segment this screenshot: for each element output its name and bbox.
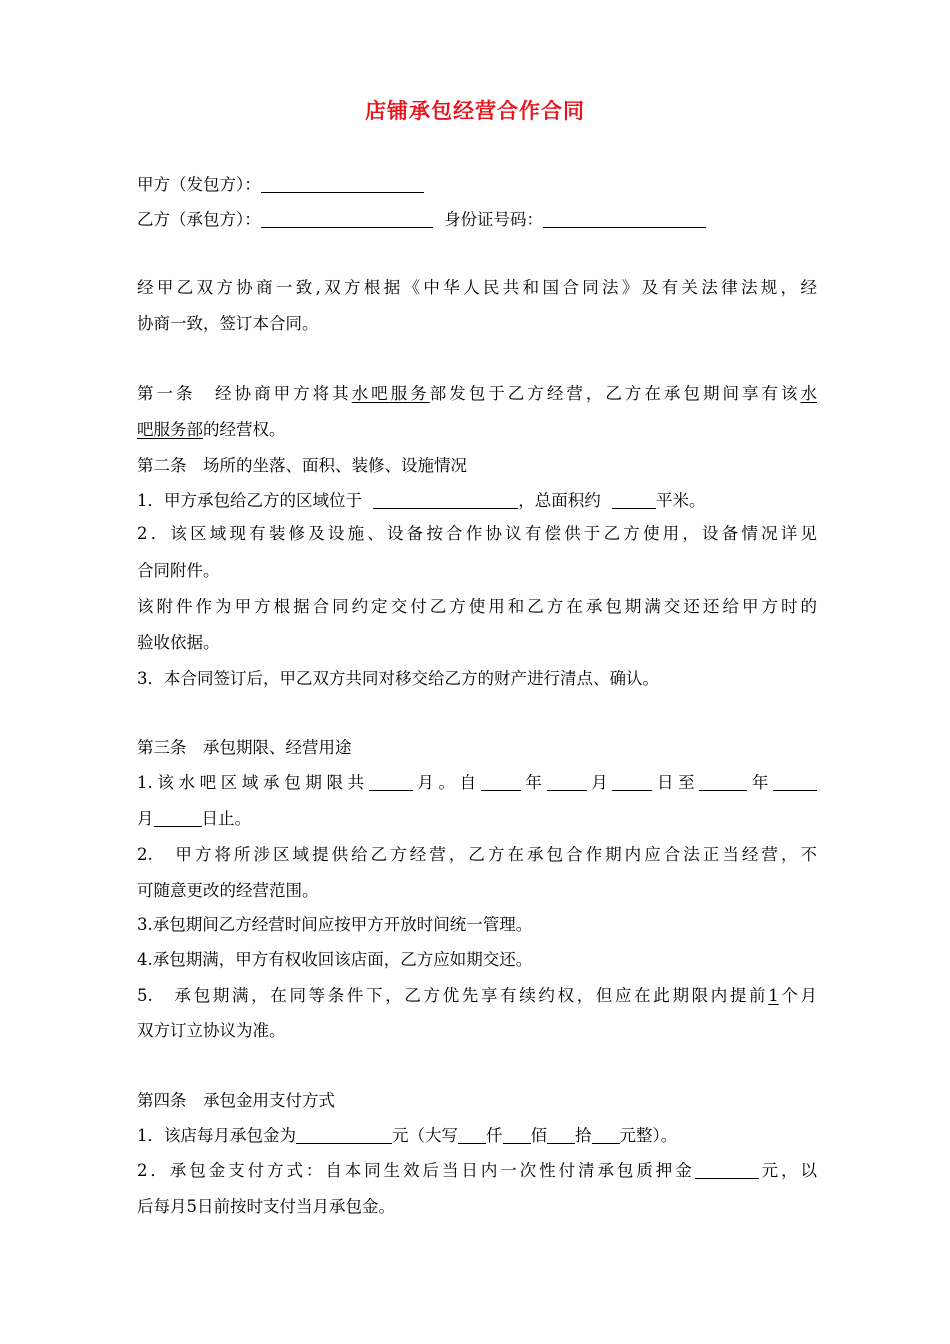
article-1-suffix: 的经营权。 <box>203 420 286 439</box>
end-year-blank[interactable] <box>699 772 747 791</box>
article-3-item-5-line-2: 双方订立协议为准。 <box>137 1021 286 1040</box>
article-4-item-2-line-2: 后每月5日前按时支付当月承包金。 <box>137 1197 395 1216</box>
article-2-item-3: 3．本合同签订后，甲乙双方共同对移交给乙方的财产进行清点、确认。 <box>137 669 659 688</box>
term-end-month-label: 月 <box>137 809 154 828</box>
renewal-months: 1 <box>768 986 779 1005</box>
article-2-item-1-suffix: 平米。 <box>656 491 706 510</box>
article-1-term2-start: 水 <box>800 384 817 403</box>
fee-thousands-label: 仟 <box>486 1126 503 1145</box>
fee-hundreds-label: 佰 <box>530 1126 547 1145</box>
fee-suffix: 元整）。 <box>619 1126 678 1145</box>
article-3-item-2-line-2: 可随意更改的经营范围。 <box>137 881 319 900</box>
article-2-note-line-2: 验收依据。 <box>137 633 220 652</box>
party-a-blank[interactable] <box>261 174 424 193</box>
article-2-item-1 <box>137 489 817 513</box>
term-prefix: 1.该水吧区域承包期限共 <box>137 773 369 792</box>
article-3-item-2-line-1: 2. 甲方将所涉区域提供给乙方经营，乙方在承包合作期内应合法正当经营，不 <box>137 845 817 864</box>
article-2-heading: 第二条 场所的坐落、面积、装修、设施情况 <box>137 456 467 475</box>
id-label: 身份证号码： <box>444 210 543 229</box>
fee-tens-label: 拾 <box>575 1126 592 1145</box>
article-3-item-5-line-1 <box>137 984 817 1008</box>
term-end: 日止。 <box>201 809 251 828</box>
renewal-suffix: 个月 <box>778 986 817 1005</box>
party-a-label: 甲方（发包方）： <box>137 175 261 194</box>
fee-thousands-blank[interactable] <box>458 1125 486 1144</box>
article-4-heading: 第四条 承包金用支付方式 <box>137 1091 335 1110</box>
article-1-line-2 <box>137 418 817 442</box>
start-day-blank[interactable] <box>612 772 652 791</box>
fee-tens-blank[interactable] <box>547 1125 575 1144</box>
location-blank[interactable] <box>373 490 518 509</box>
payment-suffix: 元，以 <box>758 1161 817 1180</box>
article-2-item-2-line-1: 2．该区域现有装修及设施、设备按合作协议有偿供于乙方使用，设备情况详见 <box>137 524 817 543</box>
fee-hundreds-blank[interactable] <box>503 1125 531 1144</box>
article-3-item-4: 4.承包期满，甲方有权收回该店面，乙方应如期交还。 <box>137 950 533 969</box>
document-title: 店铺承包经营合作合同 <box>365 99 585 123</box>
deposit-blank[interactable] <box>695 1160 759 1179</box>
end-month-blank[interactable] <box>773 772 817 791</box>
start-year-blank[interactable] <box>481 772 521 791</box>
article-1-term2-end: 吧服务部 <box>137 420 203 439</box>
article-4-item-2-line-1 <box>137 1159 817 1183</box>
article-1-mid: 部发包于乙方经营，乙方在承包期间享有该 <box>429 384 801 403</box>
id-number-blank[interactable] <box>543 209 706 228</box>
party-b-label: 乙方（承包方）： <box>137 210 261 229</box>
article-3-item-1-line-1 <box>137 771 817 795</box>
article-3-heading: 第三条 承包期限、经营用途 <box>137 738 352 757</box>
term-month-label: 月 <box>586 773 613 792</box>
article-3-item-3: 3.承包期间乙方经营时间应按甲方开放时间统一管理。 <box>137 915 533 934</box>
article-1-term: 水吧服务 <box>351 384 430 403</box>
article-2-note-line-1: 该附件作为甲方根据合同约定交付乙方使用和乙方在承包期满交还还给甲方时的 <box>137 597 817 616</box>
start-month-blank[interactable] <box>547 772 587 791</box>
end-day-blank[interactable] <box>154 808 202 827</box>
fee-capital-label: 元（大写 <box>392 1126 458 1145</box>
article-4-item-1 <box>137 1124 817 1148</box>
party-b-blank[interactable] <box>261 209 433 228</box>
article-2-item-1-prefix: 1．甲方承包给乙方的区域位于 <box>137 491 362 510</box>
intro-line-2: 协商一致，签订本合同。 <box>137 314 319 333</box>
term-end-year-label: 年 <box>747 773 774 792</box>
term-to: 日至 <box>652 773 700 792</box>
term-year-label: 年 <box>520 773 547 792</box>
article-2-item-2-line-2: 合同附件。 <box>137 561 220 580</box>
article-3-item-1-line-2 <box>137 807 817 831</box>
monthly-fee-blank[interactable] <box>296 1125 392 1144</box>
article-1-line-1 <box>137 382 817 406</box>
area-blank[interactable] <box>612 490 656 509</box>
term-months-blank[interactable] <box>369 772 413 791</box>
party-b-line <box>137 208 817 232</box>
fee-units-blank[interactable] <box>592 1125 620 1144</box>
term-from: 月。自 <box>412 773 481 792</box>
fee-prefix: 1．该店每月承包金为 <box>137 1126 296 1145</box>
party-a-line <box>137 173 817 197</box>
intro-line-1: 经甲乙双方协商一致,双方根据《中华人民共和国合同法》及有关法律法规，经 <box>137 278 817 297</box>
renewal-prefix: 5. 承包期满，在同等条件下，乙方优先享有续约权，但应在此期限内提前 <box>137 986 769 1005</box>
payment-prefix: 2．承包金支付方式：自本同生效后当日内一次性付清承包质押金 <box>137 1161 695 1180</box>
article-1-prefix: 第一条 经协商甲方将其 <box>137 384 352 403</box>
article-2-item-1-mid: ，总面积约 <box>518 491 601 510</box>
